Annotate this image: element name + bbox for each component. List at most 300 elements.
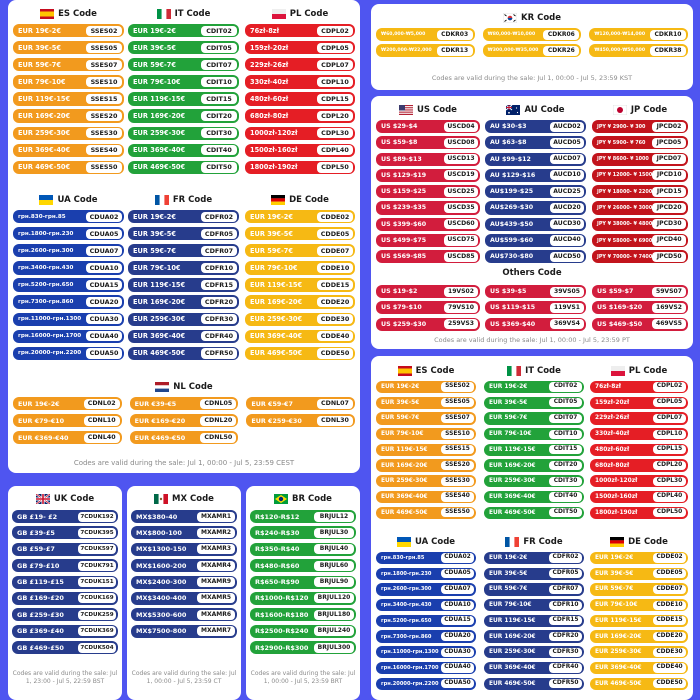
coupon-row[interactable]: [250, 625, 356, 638]
coupon-row[interactable]: [484, 507, 584, 519]
coupon-row[interactable]: [12, 510, 118, 523]
coupon-code[interactable]: CDFR05: [201, 229, 237, 239]
coupon-code[interactable]: CDNL10: [84, 416, 120, 426]
coupon-row[interactable]: [130, 397, 239, 410]
coupon-row[interactable]: [590, 381, 688, 393]
coupon-code[interactable]: CDFR07: [549, 585, 582, 594]
coupon-code[interactable]: AUCD25: [550, 187, 584, 197]
coupon-code[interactable]: CDIT10: [201, 77, 237, 87]
coupon-code[interactable]: CDPL15: [317, 94, 353, 104]
coupon-row[interactable]: [590, 428, 688, 440]
coupon-row[interactable]: [590, 552, 688, 564]
coupon-code[interactable]: SSES05: [86, 43, 122, 53]
coupon-code[interactable]: CDKR10: [650, 30, 686, 40]
coupon-row[interactable]: [245, 92, 355, 105]
coupon-code[interactable]: SSES15: [86, 94, 122, 104]
coupon-row[interactable]: [250, 608, 356, 621]
coupon-code[interactable]: CDDE02: [653, 553, 686, 562]
coupon-row[interactable]: [484, 381, 584, 393]
coupon-code[interactable]: 7CDUK192: [78, 512, 116, 522]
coupon-row[interactable]: [485, 136, 586, 149]
coupon-row[interactable]: [376, 475, 476, 487]
coupon-code[interactable]: 7CDUK169: [78, 593, 116, 603]
coupon-code[interactable]: CDPL40: [653, 492, 686, 501]
coupon-row[interactable]: [484, 475, 584, 487]
coupon-code[interactable]: CDUA07: [441, 585, 474, 594]
coupon-code[interactable]: SSES15: [441, 445, 474, 454]
coupon-code[interactable]: 7CDUK259: [78, 610, 116, 620]
coupon-row[interactable]: [590, 444, 688, 456]
coupon-row[interactable]: [245, 41, 355, 54]
coupon-code[interactable]: CDIT20: [201, 111, 237, 121]
coupon-code[interactable]: SSES30: [86, 128, 122, 138]
coupon-row[interactable]: [484, 646, 584, 658]
coupon-code[interactable]: SSES40: [441, 492, 474, 501]
coupon-code[interactable]: CDFR15: [201, 280, 237, 290]
coupon-code[interactable]: BRJUL180: [314, 610, 354, 620]
coupon-row[interactable]: [589, 44, 688, 57]
coupon-row[interactable]: [376, 318, 480, 331]
coupon-code[interactable]: MXAMR1: [197, 512, 235, 522]
coupon-code[interactable]: USCD85: [444, 252, 478, 262]
coupon-code[interactable]: CDNL30: [317, 416, 353, 426]
coupon-code[interactable]: CDIT10: [549, 430, 582, 439]
coupon-row[interactable]: [245, 127, 355, 140]
coupon-row[interactable]: [131, 576, 237, 589]
coupon-code[interactable]: CDUA50: [86, 348, 122, 358]
coupon-row[interactable]: [376, 250, 480, 263]
coupon-row[interactable]: [484, 568, 584, 580]
coupon-row[interactable]: [128, 261, 239, 274]
coupon-code[interactable]: CDKR38: [650, 46, 686, 56]
coupon-code[interactable]: SSES30: [441, 477, 474, 486]
coupon-code[interactable]: USCD08: [444, 138, 478, 148]
coupon-row[interactable]: [128, 161, 239, 174]
coupon-row[interactable]: [376, 28, 475, 41]
coupon-code[interactable]: CDDE07: [653, 585, 686, 594]
coupon-code[interactable]: CDIT05: [201, 43, 237, 53]
coupon-row[interactable]: [245, 313, 355, 326]
coupon-code[interactable]: CDFR30: [201, 314, 237, 324]
coupon-code[interactable]: 259VS3: [444, 319, 478, 329]
coupon-row[interactable]: [590, 568, 688, 580]
coupon-row[interactable]: [245, 295, 355, 308]
coupon-code[interactable]: CDKR26: [543, 46, 579, 56]
coupon-code[interactable]: JPCD05: [652, 138, 686, 148]
coupon-row[interactable]: [245, 244, 355, 257]
coupon-row[interactable]: [590, 507, 688, 519]
coupon-row[interactable]: [376, 381, 476, 393]
coupon-row[interactable]: [245, 210, 355, 223]
coupon-code[interactable]: JPCD15: [652, 187, 686, 197]
coupon-code[interactable]: CDUA02: [86, 212, 122, 222]
coupon-code[interactable]: CDUA20: [441, 632, 474, 641]
coupon-row[interactable]: [131, 559, 237, 572]
coupon-code[interactable]: SSES50: [441, 508, 474, 517]
coupon-row[interactable]: [128, 144, 239, 157]
coupon-code[interactable]: CDPL50: [653, 508, 686, 517]
coupon-row[interactable]: [128, 227, 239, 240]
coupon-row[interactable]: [484, 583, 584, 595]
coupon-code[interactable]: CDDE05: [317, 229, 353, 239]
coupon-code[interactable]: CDPL02: [317, 26, 353, 36]
coupon-code[interactable]: CDIT02: [201, 26, 237, 36]
coupon-code[interactable]: CDUA30: [86, 314, 122, 324]
coupon-row[interactable]: [128, 24, 239, 37]
coupon-row[interactable]: [12, 526, 118, 539]
coupon-code[interactable]: CDIT50: [201, 162, 237, 172]
coupon-code[interactable]: AUCD40: [550, 235, 584, 245]
coupon-code[interactable]: 119VS1: [550, 303, 584, 313]
coupon-row[interactable]: [376, 201, 480, 214]
coupon-code[interactable]: CDDE10: [653, 601, 686, 610]
coupon-code[interactable]: CDUA10: [441, 601, 474, 610]
coupon-row[interactable]: [484, 630, 584, 642]
coupon-code[interactable]: JPCD07: [652, 154, 686, 164]
coupon-row[interactable]: [245, 227, 355, 240]
coupon-row[interactable]: [128, 278, 239, 291]
coupon-row[interactable]: [131, 543, 237, 556]
coupon-row[interactable]: [246, 414, 355, 427]
coupon-code[interactable]: USCD19: [444, 170, 478, 180]
coupon-row[interactable]: [483, 28, 582, 41]
coupon-row[interactable]: [12, 608, 118, 621]
coupon-row[interactable]: [13, 313, 124, 326]
coupon-code[interactable]: CDIT30: [201, 128, 237, 138]
coupon-row[interactable]: [250, 526, 356, 539]
coupon-code[interactable]: CDIT07: [201, 60, 237, 70]
coupon-code[interactable]: CDFR05: [549, 569, 582, 578]
coupon-row[interactable]: [131, 526, 237, 539]
coupon-row[interactable]: [13, 75, 124, 88]
coupon-code[interactable]: 7CDUK791: [78, 561, 116, 571]
coupon-code[interactable]: CDDE30: [653, 648, 686, 657]
coupon-row[interactable]: [484, 491, 584, 503]
coupon-row[interactable]: [131, 592, 237, 605]
coupon-code[interactable]: CDDE05: [653, 569, 686, 578]
coupon-code[interactable]: SSES20: [441, 461, 474, 470]
coupon-code[interactable]: CDPL05: [317, 43, 353, 53]
coupon-row[interactable]: [12, 641, 118, 654]
coupon-code[interactable]: CDDE40: [653, 663, 686, 672]
coupon-code[interactable]: CDPL40: [317, 145, 353, 155]
coupon-code[interactable]: USCD25: [444, 187, 478, 197]
coupon-code[interactable]: SSES50: [86, 162, 122, 172]
coupon-row[interactable]: [245, 278, 355, 291]
coupon-row[interactable]: [13, 295, 124, 308]
coupon-code[interactable]: MXAMR5: [197, 593, 235, 603]
coupon-row[interactable]: [13, 41, 124, 54]
coupon-row[interactable]: [592, 250, 688, 263]
coupon-row[interactable]: [592, 153, 688, 166]
coupon-code[interactable]: 469VS5: [652, 319, 686, 329]
coupon-row[interactable]: [376, 615, 476, 627]
coupon-code[interactable]: CDDE20: [653, 632, 686, 641]
coupon-row[interactable]: [128, 109, 239, 122]
coupon-row[interactable]: [376, 136, 480, 149]
coupon-row[interactable]: [245, 347, 355, 360]
coupon-row[interactable]: [12, 543, 118, 556]
coupon-code[interactable]: 7CDUK597: [78, 544, 116, 554]
coupon-row[interactable]: [250, 543, 356, 556]
coupon-code[interactable]: CDFR15: [549, 616, 582, 625]
coupon-code[interactable]: CDKR13: [437, 46, 473, 56]
coupon-code[interactable]: CDPL07: [317, 60, 353, 70]
coupon-row[interactable]: [13, 278, 124, 291]
coupon-row[interactable]: [128, 210, 239, 223]
coupon-row[interactable]: [484, 397, 584, 409]
coupon-code[interactable]: CDDE40: [317, 331, 353, 341]
coupon-code[interactable]: CDUA40: [441, 663, 474, 672]
coupon-row[interactable]: [592, 285, 688, 298]
coupon-code[interactable]: SSES10: [441, 430, 474, 439]
coupon-row[interactable]: [12, 559, 118, 572]
coupon-code[interactable]: AUCD50: [550, 252, 584, 262]
coupon-code[interactable]: 59VS07: [652, 287, 686, 297]
coupon-code[interactable]: CDDE20: [317, 297, 353, 307]
coupon-row[interactable]: [246, 397, 355, 410]
coupon-code[interactable]: 7CDUK395: [78, 528, 116, 538]
coupon-code[interactable]: 169VS2: [652, 303, 686, 313]
coupon-row[interactable]: [13, 227, 124, 240]
coupon-row[interactable]: [376, 285, 480, 298]
coupon-row[interactable]: [485, 318, 586, 331]
coupon-row[interactable]: [13, 109, 124, 122]
coupon-row[interactable]: [245, 109, 355, 122]
coupon-code[interactable]: CDPL10: [317, 77, 353, 87]
coupon-row[interactable]: [250, 510, 356, 523]
coupon-row[interactable]: [484, 678, 584, 690]
coupon-row[interactable]: [376, 185, 480, 198]
coupon-code[interactable]: AUCD30: [550, 219, 584, 229]
coupon-code[interactable]: BRJUL40: [314, 544, 354, 554]
coupon-row[interactable]: [376, 412, 476, 424]
coupon-code[interactable]: MXAMR9: [197, 577, 235, 587]
coupon-code[interactable]: CDIT30: [549, 477, 582, 486]
coupon-row[interactable]: [592, 120, 688, 133]
coupon-code[interactable]: CDFR40: [549, 663, 582, 672]
coupon-code[interactable]: CDNL02: [84, 399, 120, 409]
coupon-row[interactable]: [592, 234, 688, 247]
coupon-code[interactable]: BRJUL90: [314, 577, 354, 587]
coupon-code[interactable]: USCD75: [444, 235, 478, 245]
coupon-code[interactable]: MXAMR3: [197, 544, 235, 554]
coupon-row[interactable]: [250, 641, 356, 654]
coupon-code[interactable]: 369VS4: [550, 319, 584, 329]
coupon-code[interactable]: CDNL07: [317, 399, 353, 409]
coupon-row[interactable]: [13, 58, 124, 71]
coupon-code[interactable]: CDIT05: [549, 398, 582, 407]
coupon-code[interactable]: CDNL20: [200, 416, 236, 426]
coupon-row[interactable]: [590, 583, 688, 595]
coupon-row[interactable]: [245, 161, 355, 174]
coupon-row[interactable]: [483, 44, 582, 57]
coupon-code[interactable]: CDUA40: [86, 331, 122, 341]
coupon-row[interactable]: [245, 24, 355, 37]
coupon-code[interactable]: BRJUL30: [314, 528, 354, 538]
coupon-row[interactable]: [128, 92, 239, 105]
coupon-row[interactable]: [376, 397, 476, 409]
coupon-row[interactable]: [590, 662, 688, 674]
coupon-code[interactable]: CDPL05: [653, 398, 686, 407]
coupon-code[interactable]: SSES07: [86, 60, 122, 70]
coupon-code[interactable]: AUCD02: [550, 122, 584, 132]
coupon-code[interactable]: JPCD50: [652, 252, 686, 262]
coupon-code[interactable]: CDDE10: [317, 263, 353, 273]
coupon-row[interactable]: [485, 153, 586, 166]
coupon-row[interactable]: [128, 58, 239, 71]
coupon-code[interactable]: 79VS10: [444, 303, 478, 313]
coupon-code[interactable]: 7CDUK504: [78, 643, 116, 653]
coupon-code[interactable]: CDUA05: [86, 229, 122, 239]
coupon-code[interactable]: CDUA15: [441, 616, 474, 625]
coupon-row[interactable]: [128, 330, 239, 343]
coupon-code[interactable]: CDFR30: [549, 648, 582, 657]
coupon-code[interactable]: CDPL02: [653, 382, 686, 391]
coupon-code[interactable]: CDDE30: [317, 314, 353, 324]
coupon-code[interactable]: CDFR10: [549, 601, 582, 610]
coupon-code[interactable]: BRJUL12: [314, 512, 354, 522]
coupon-row[interactable]: [128, 244, 239, 257]
coupon-row[interactable]: [592, 185, 688, 198]
coupon-code[interactable]: CDFR02: [201, 212, 237, 222]
coupon-row[interactable]: [590, 412, 688, 424]
coupon-code[interactable]: CDIT15: [201, 94, 237, 104]
coupon-row[interactable]: [13, 161, 124, 174]
coupon-code[interactable]: CDPL15: [653, 445, 686, 454]
coupon-row[interactable]: [484, 662, 584, 674]
coupon-row[interactable]: [13, 397, 122, 410]
coupon-code[interactable]: 7CDUK151: [78, 577, 116, 587]
coupon-row[interactable]: [590, 678, 688, 690]
coupon-code[interactable]: CDUA20: [86, 297, 122, 307]
coupon-code[interactable]: 39VS05: [550, 287, 584, 297]
coupon-row[interactable]: [245, 58, 355, 71]
coupon-code[interactable]: BRJUL300: [314, 643, 354, 653]
coupon-row[interactable]: [12, 576, 118, 589]
coupon-code[interactable]: AUCD20: [550, 203, 584, 213]
coupon-code[interactable]: CDDE50: [317, 348, 353, 358]
coupon-row[interactable]: [13, 414, 122, 427]
coupon-code[interactable]: CDDE02: [317, 212, 353, 222]
coupon-row[interactable]: [484, 615, 584, 627]
coupon-row[interactable]: [590, 646, 688, 658]
coupon-code[interactable]: JPCD10: [652, 170, 686, 180]
coupon-code[interactable]: CDFR07: [201, 246, 237, 256]
coupon-code[interactable]: CDIT40: [201, 145, 237, 155]
coupon-code[interactable]: CDFR10: [201, 263, 237, 273]
coupon-row[interactable]: [13, 431, 122, 444]
coupon-code[interactable]: CDIT40: [549, 492, 582, 501]
coupon-code[interactable]: CDFR20: [549, 632, 582, 641]
coupon-row[interactable]: [484, 599, 584, 611]
coupon-row[interactable]: [376, 428, 476, 440]
coupon-row[interactable]: [485, 234, 586, 247]
coupon-row[interactable]: [484, 459, 584, 471]
coupon-row[interactable]: [376, 630, 476, 642]
coupon-code[interactable]: BRJUL60: [314, 561, 354, 571]
coupon-code[interactable]: CDFR50: [201, 348, 237, 358]
coupon-row[interactable]: [485, 285, 586, 298]
coupon-code[interactable]: CDDE15: [317, 280, 353, 290]
coupon-row[interactable]: [13, 330, 124, 343]
coupon-code[interactable]: CDKR06: [543, 30, 579, 40]
coupon-row[interactable]: [592, 301, 688, 314]
coupon-code[interactable]: CDPL10: [653, 430, 686, 439]
coupon-row[interactable]: [590, 599, 688, 611]
coupon-code[interactable]: CDDE15: [653, 616, 686, 625]
coupon-row[interactable]: [590, 630, 688, 642]
coupon-row[interactable]: [250, 559, 356, 572]
coupon-row[interactable]: [245, 144, 355, 157]
coupon-code[interactable]: CDPL20: [653, 461, 686, 470]
coupon-code[interactable]: SSES10: [86, 77, 122, 87]
coupon-row[interactable]: [376, 301, 480, 314]
coupon-row[interactable]: [376, 120, 480, 133]
coupon-row[interactable]: [376, 568, 476, 580]
coupon-row[interactable]: [131, 608, 237, 621]
coupon-code[interactable]: CDNL05: [200, 399, 236, 409]
coupon-row[interactable]: [12, 625, 118, 638]
coupon-row[interactable]: [245, 330, 355, 343]
coupon-code[interactable]: CDIT50: [549, 508, 582, 517]
coupon-row[interactable]: [128, 41, 239, 54]
coupon-row[interactable]: [250, 576, 356, 589]
coupon-row[interactable]: [485, 218, 586, 231]
coupon-code[interactable]: CDIT07: [549, 414, 582, 423]
coupon-code[interactable]: AUCD10: [550, 170, 584, 180]
coupon-code[interactable]: CDIT15: [549, 445, 582, 454]
coupon-code[interactable]: CDPL30: [317, 128, 353, 138]
coupon-code[interactable]: MXAMR7: [197, 626, 235, 636]
coupon-row[interactable]: [13, 244, 124, 257]
coupon-row[interactable]: [130, 431, 239, 444]
coupon-code[interactable]: CDNL50: [200, 433, 236, 443]
coupon-code[interactable]: SSES07: [441, 414, 474, 423]
coupon-row[interactable]: [592, 318, 688, 331]
coupon-code[interactable]: CDKR03: [437, 30, 473, 40]
coupon-row[interactable]: [592, 136, 688, 149]
coupon-code[interactable]: AUCD07: [550, 154, 584, 164]
coupon-code[interactable]: JPCD30: [652, 219, 686, 229]
coupon-row[interactable]: [13, 144, 124, 157]
coupon-code[interactable]: CDIT20: [549, 461, 582, 470]
coupon-row[interactable]: [592, 201, 688, 214]
coupon-code[interactable]: USCD13: [444, 154, 478, 164]
coupon-row[interactable]: [128, 313, 239, 326]
coupon-code[interactable]: 7CDUK369: [78, 626, 116, 636]
coupon-code[interactable]: SSES02: [441, 382, 474, 391]
coupon-row[interactable]: [485, 185, 586, 198]
coupon-row[interactable]: [131, 510, 237, 523]
coupon-row[interactable]: [485, 169, 586, 182]
coupon-row[interactable]: [376, 678, 476, 690]
coupon-code[interactable]: JPCD40: [652, 235, 686, 245]
coupon-row[interactable]: [484, 428, 584, 440]
coupon-code[interactable]: CDFR02: [549, 553, 582, 562]
coupon-row[interactable]: [376, 583, 476, 595]
coupon-code[interactable]: CDUA30: [441, 648, 474, 657]
coupon-row[interactable]: [245, 75, 355, 88]
coupon-row[interactable]: [589, 28, 688, 41]
coupon-row[interactable]: [376, 491, 476, 503]
coupon-row[interactable]: [245, 261, 355, 274]
coupon-row[interactable]: [376, 218, 480, 231]
coupon-code[interactable]: BRJUL240: [314, 626, 354, 636]
coupon-row[interactable]: [485, 250, 586, 263]
coupon-code[interactable]: BRJUL120: [314, 593, 354, 603]
coupon-code[interactable]: CDFR40: [201, 331, 237, 341]
